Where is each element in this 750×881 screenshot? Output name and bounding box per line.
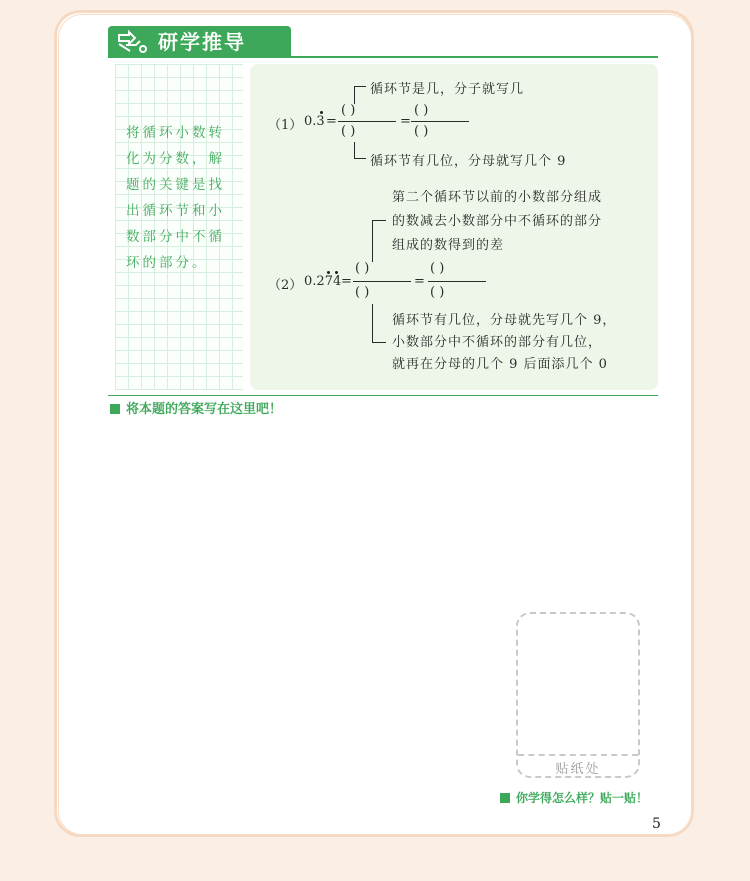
problem2-note-bottom: 循环节有几位，分母就先写几个 9， 小数部分中不循环的部分有几位， 就再在分母的几个 9 后面添几个 0 [392, 313, 617, 372]
problem1-number: 0.3 [304, 114, 325, 129]
problem2-equals-1: = [341, 274, 352, 289]
denominator-blank: ( ) [355, 285, 370, 300]
tools-icon [116, 29, 150, 55]
problem2-note-top: 第二个循环节以前的小数部分组成 的数减去小数部分中不循环的部分 组成的数得到的差 [392, 190, 603, 253]
feedback-prompt: 你学得怎么样？贴一贴！ [500, 790, 648, 806]
fraction-bar [411, 121, 469, 122]
fraction-bar [428, 281, 486, 282]
fraction-bar [353, 281, 411, 282]
denominator-blank: ( ) [414, 124, 429, 139]
pointer-line [372, 304, 373, 342]
repeat-dot [327, 271, 330, 274]
pointer-line [372, 220, 373, 262]
repeat-dot [320, 111, 323, 114]
section-underline [108, 56, 658, 58]
problem1-note-top: 循环节是几，分子就写几 [370, 82, 525, 97]
page-number: 5 [652, 816, 661, 832]
bullet-square-icon [500, 793, 510, 803]
numerator-blank: ( ) [414, 103, 429, 118]
sticker-label: 贴纸处 [555, 762, 601, 777]
bullet-square-icon [110, 404, 120, 414]
problem1-label: （1） [268, 118, 303, 133]
problem1-equals-2: = [400, 114, 411, 129]
problem2-number: 0.274 [304, 274, 342, 289]
pointer-line [354, 158, 366, 159]
sticker-divider [518, 754, 638, 756]
answer-divider [108, 395, 658, 396]
section-title: 研学推导 [158, 30, 246, 54]
problem1-note-bottom: 循环节有几位，分母就写几个 9 [370, 154, 567, 169]
pointer-line [354, 86, 366, 87]
problem2-label: （2） [268, 278, 303, 293]
numerator-blank: ( ) [430, 261, 445, 276]
numerator-blank: ( ) [355, 261, 370, 276]
denominator-blank: ( ) [341, 124, 356, 139]
pointer-line [372, 342, 386, 343]
pointer-line [354, 142, 355, 158]
pointer-line [372, 220, 386, 221]
denominator-blank: ( ) [430, 285, 445, 300]
problem2-equals-2: = [414, 274, 425, 289]
tip-text: 将循环小数转化为分数，解题的关键是找出循环节和小数部分中不循环的部分。 [126, 125, 225, 271]
numerator-blank: ( ) [341, 103, 356, 118]
fraction-bar [338, 121, 396, 122]
answer-prompt: 将本题的答案写在这里吧！ [110, 401, 282, 419]
sticker-area[interactable] [516, 612, 640, 778]
pointer-line [354, 86, 355, 104]
problem1-equals-1: = [326, 114, 337, 129]
repeat-dot [335, 271, 338, 274]
